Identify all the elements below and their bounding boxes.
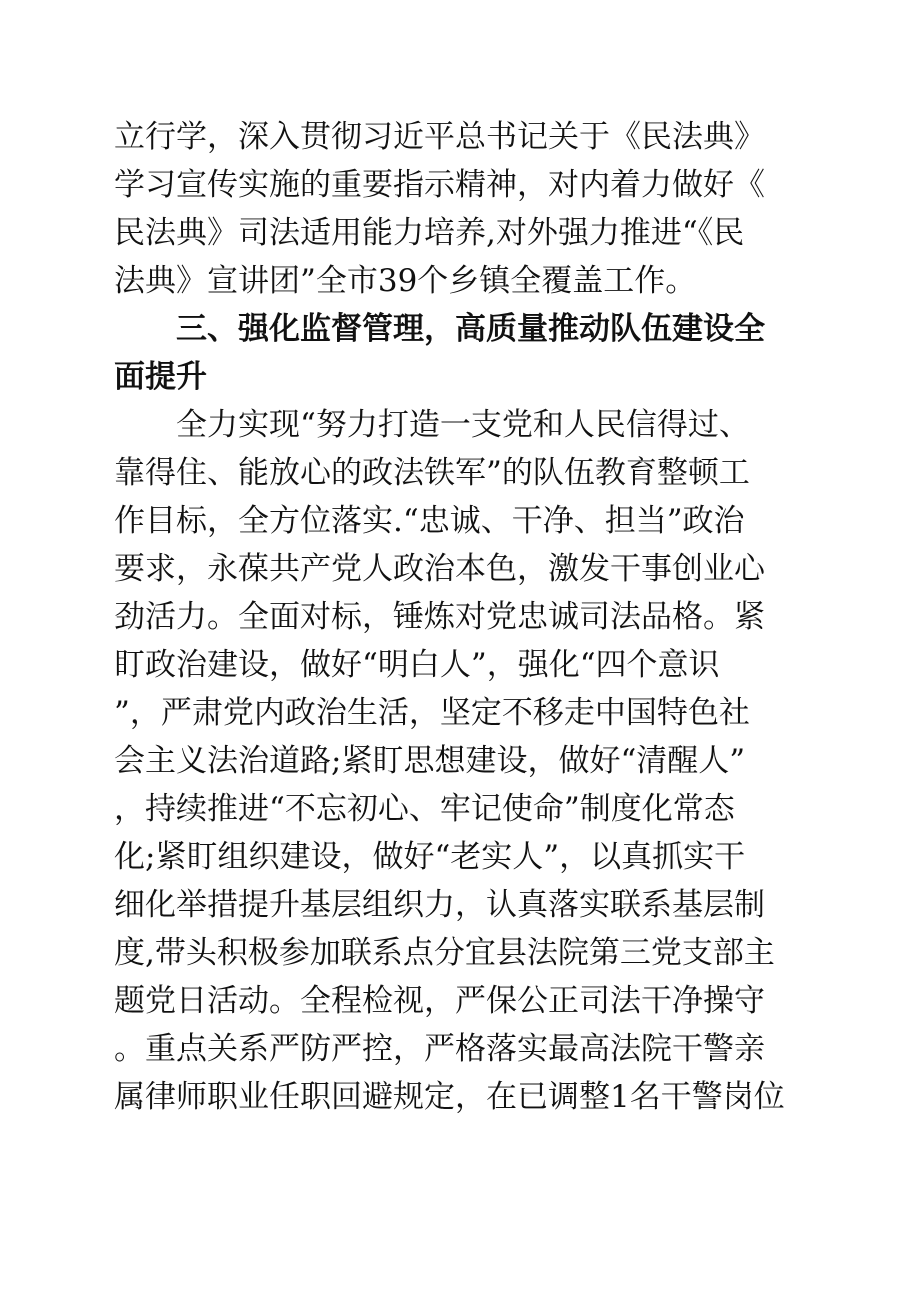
text-line: 细化举措提升基层组织力，认真落实联系基层制 [114, 887, 765, 923]
text-line: ，持续推进“不忘初心、牢记使命”制度化常态 [114, 791, 735, 827]
text-line: 学习宣传实施的重要指示精神，对内着力做好《 [114, 167, 765, 203]
text-line: 属律师职业任职回避规定，在已调整1名干警岗位 [114, 1079, 785, 1115]
text-line: 民法典》司法适用能力培养,对外强力推进“《民 [114, 215, 745, 251]
text-line: 度,带头积极参加联系点分宜县法院第三党支部主 [114, 935, 775, 971]
text-line: 会主义法治道路;紧盯思想建设，做好“清醒人” [114, 743, 746, 779]
heading-line: 面提升 [114, 359, 207, 395]
text-line: 要求，永葆共产党人政治本色，激发干事创业心 [114, 551, 765, 587]
text-line: 化;紧盯组织建设，做好“老实人”，以真抓实干 [114, 839, 746, 875]
section-heading [114, 305, 778, 401]
text-line: 盯政治建设，做好“明白人”，强化“四个意识 [114, 647, 720, 683]
text-line: 靠得住、能放心的政法铁军”的队伍教育整顿工 [114, 455, 750, 491]
text-line: 。重点关系严防严控，严格落实最高法院干警亲 [114, 1031, 765, 1067]
text-line: 劲活力。全面对标，锤炼对党忠诚司法品格。紧 [114, 599, 765, 635]
text-line: 法典》宣讲团”全市39个乡镇全覆盖工作。 [114, 263, 697, 299]
paragraph-1 [114, 113, 778, 305]
text-line: 立行学，深入贯彻习近平总书记关于《民法典》 [114, 119, 765, 155]
text-line: ”，严肃党内政治生活，坚定不移走中国特色社 [114, 695, 750, 731]
text-line: 题党日活动。全程检视，严保公正司法干净操守 [114, 983, 765, 1019]
heading-line: 三、强化监督管理，高质量推动队伍建设全 [176, 311, 765, 347]
paragraph-2 [114, 401, 785, 1121]
text-line: 作目标，全方位落实.“忠诚、干净、担当”政治 [114, 503, 745, 539]
document-page [114, 113, 785, 1121]
text-line: 全力实现“努力打造一支党和人民信得过、 [176, 407, 750, 443]
